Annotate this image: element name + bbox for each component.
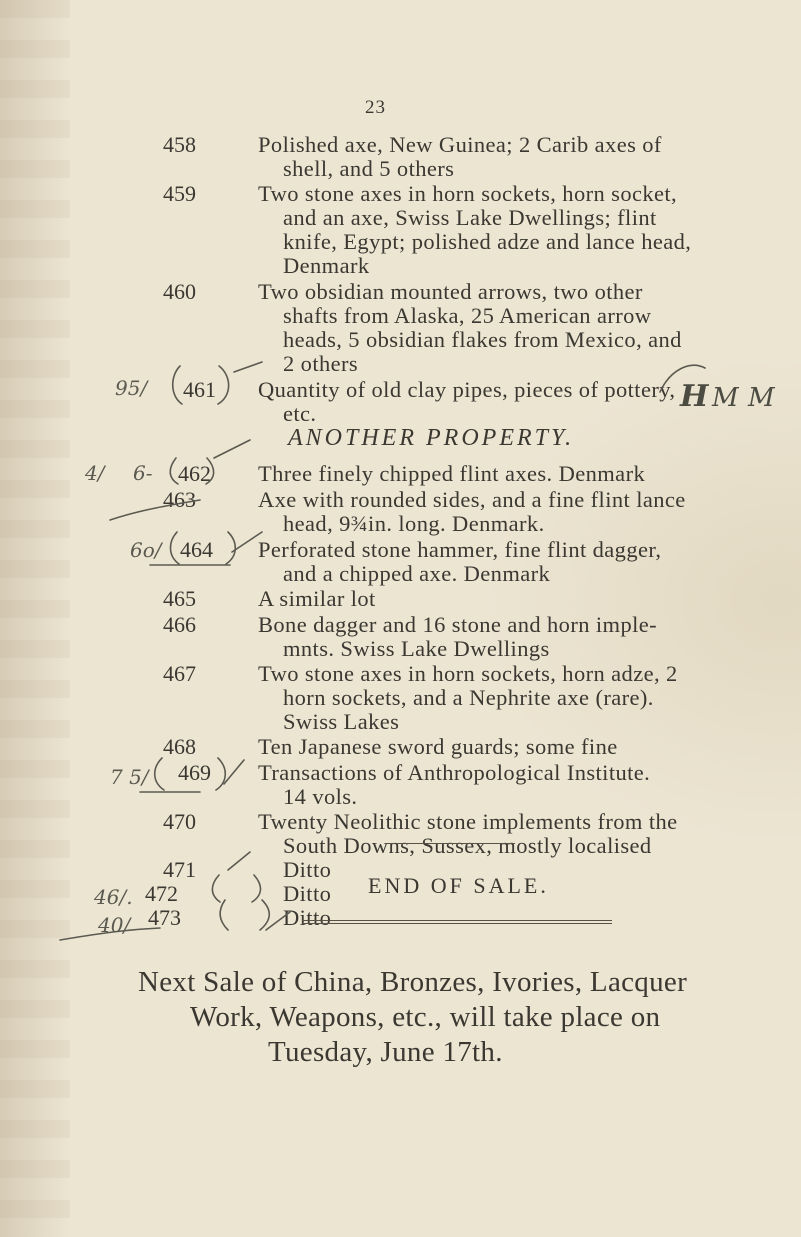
lot-description bbox=[258, 378, 758, 426]
lot-number: 469 bbox=[178, 760, 211, 785]
lot-line: Ditto bbox=[283, 905, 332, 930]
lot-number: 463 bbox=[163, 487, 196, 512]
lot-line: Axe with rounded sides, and a fine flint lance bbox=[258, 487, 686, 512]
lot-description bbox=[258, 280, 758, 376]
lot-line: Polished axe, New Guinea; 2 Carib axes of bbox=[258, 132, 662, 157]
lot-line: South Downs, Sussex, mostly localised bbox=[283, 833, 652, 858]
lot-description bbox=[258, 538, 758, 586]
lot-description bbox=[258, 810, 758, 858]
lot-line: etc. bbox=[283, 401, 317, 426]
lot-line: Perforated stone hammer, fine flint dagger, bbox=[258, 537, 662, 562]
lot-number: 462 bbox=[178, 461, 211, 486]
lot-line: and a chipped axe. Denmark bbox=[283, 561, 551, 586]
lot-line: 14 vols. bbox=[283, 784, 358, 809]
lot-number: 466 bbox=[163, 612, 196, 637]
lot-line: knife, Egypt; polished adze and lance head, bbox=[283, 229, 692, 254]
lot-description bbox=[258, 488, 758, 536]
lot-line: A similar lot bbox=[258, 586, 376, 611]
lot-line: Bone dagger and 16 stone and horn imple- bbox=[258, 612, 658, 637]
lot-description bbox=[258, 133, 758, 181]
lot-description bbox=[258, 761, 758, 809]
end-of-sale-heading: END OF SALE. bbox=[368, 873, 549, 898]
section-heading: ANOTHER PROPERTY. bbox=[288, 425, 575, 451]
divider-rule bbox=[302, 920, 612, 921]
annotation-text: 6o/ bbox=[130, 538, 162, 562]
annotation-text: 95/ bbox=[115, 376, 148, 400]
lot-number: 458 bbox=[163, 132, 196, 157]
lot-number: 473 bbox=[148, 905, 181, 930]
lot-line: heads, 5 obsidian flakes from Mexico, and bbox=[283, 327, 682, 352]
annotation-text: 7 5/ bbox=[110, 765, 149, 789]
lot-description bbox=[258, 462, 758, 486]
lot-number: 467 bbox=[163, 661, 196, 686]
lot-line: Twenty Neolithic stone implements from the bbox=[258, 809, 678, 834]
lot-number: 470 bbox=[163, 809, 196, 834]
divider-rule bbox=[385, 843, 515, 844]
page-edge-stain bbox=[0, 0, 70, 1237]
lot-description bbox=[258, 906, 758, 930]
annotation-text: 40/ bbox=[98, 913, 131, 937]
lot-line: and an axe, Swiss Lake Dwellings; flint bbox=[283, 205, 657, 230]
lot-number: 459 bbox=[163, 181, 196, 206]
annotation-text: 6- bbox=[133, 461, 153, 485]
lot-line: Two stone axes in horn sockets, horn adze, 2 bbox=[258, 661, 678, 686]
lot-number: 468 bbox=[163, 734, 196, 759]
lot-line: Swiss Lakes bbox=[283, 709, 400, 734]
lot-line: shafts from Alaska, 25 American arrow bbox=[283, 303, 652, 328]
lot-line: Quantity of old clay pipes, pieces of pottery, bbox=[258, 377, 676, 402]
lot-number: 460 bbox=[163, 279, 196, 304]
notice-line: Work, Weapons, etc., will take place on bbox=[190, 1001, 661, 1033]
annotation-text: 4/ bbox=[85, 461, 105, 485]
lot-line: head, 9¾in. long. Denmark. bbox=[283, 511, 545, 536]
lot-number: 471 bbox=[163, 857, 196, 882]
lot-line: Three finely chipped flint axes. Denmark bbox=[258, 461, 646, 486]
lot-line: horn sockets, and a Nephrite axe (rare). bbox=[283, 685, 654, 710]
lot-description bbox=[258, 613, 758, 661]
lot-line: mnts. Swiss Lake Dwellings bbox=[283, 636, 550, 661]
lot-number: 472 bbox=[145, 881, 178, 906]
notice-line: Tuesday, June 17th. bbox=[268, 1036, 503, 1068]
lot-number: 465 bbox=[163, 586, 196, 611]
lot-description bbox=[258, 587, 758, 611]
next-sale-notice bbox=[138, 965, 798, 1070]
lot-line: Two stone axes in horn sockets, horn socket, bbox=[258, 181, 678, 206]
lot-line: Transactions of Anthropological Institute. bbox=[258, 760, 651, 785]
lot-line: Denmark bbox=[283, 253, 370, 278]
divider-rule bbox=[302, 923, 612, 924]
lot-line: 2 others bbox=[283, 351, 359, 376]
lot-number: 461 bbox=[183, 377, 216, 402]
page-number: 23 bbox=[365, 97, 386, 118]
annotation-text: M bbox=[712, 383, 739, 413]
annotation-text: 46/. bbox=[94, 885, 133, 909]
lot-line: Two obsidian mounted arrows, two other bbox=[258, 279, 643, 304]
lot-line: shell, and 5 others bbox=[283, 156, 455, 181]
lot-line: Ten Japanese sword guards; some fine bbox=[258, 734, 618, 759]
annotation-text: H bbox=[680, 379, 709, 414]
lot-description bbox=[258, 662, 758, 734]
notice-line: Next Sale of China, Bronzes, Ivories, Lacquer bbox=[138, 966, 688, 998]
lot-description bbox=[258, 735, 758, 759]
lot-number: 464 bbox=[180, 537, 213, 562]
lot-line: Ditto bbox=[283, 857, 332, 882]
lot-line: Ditto bbox=[283, 881, 332, 906]
annotation-text: M bbox=[748, 383, 775, 413]
lot-description bbox=[258, 182, 758, 278]
